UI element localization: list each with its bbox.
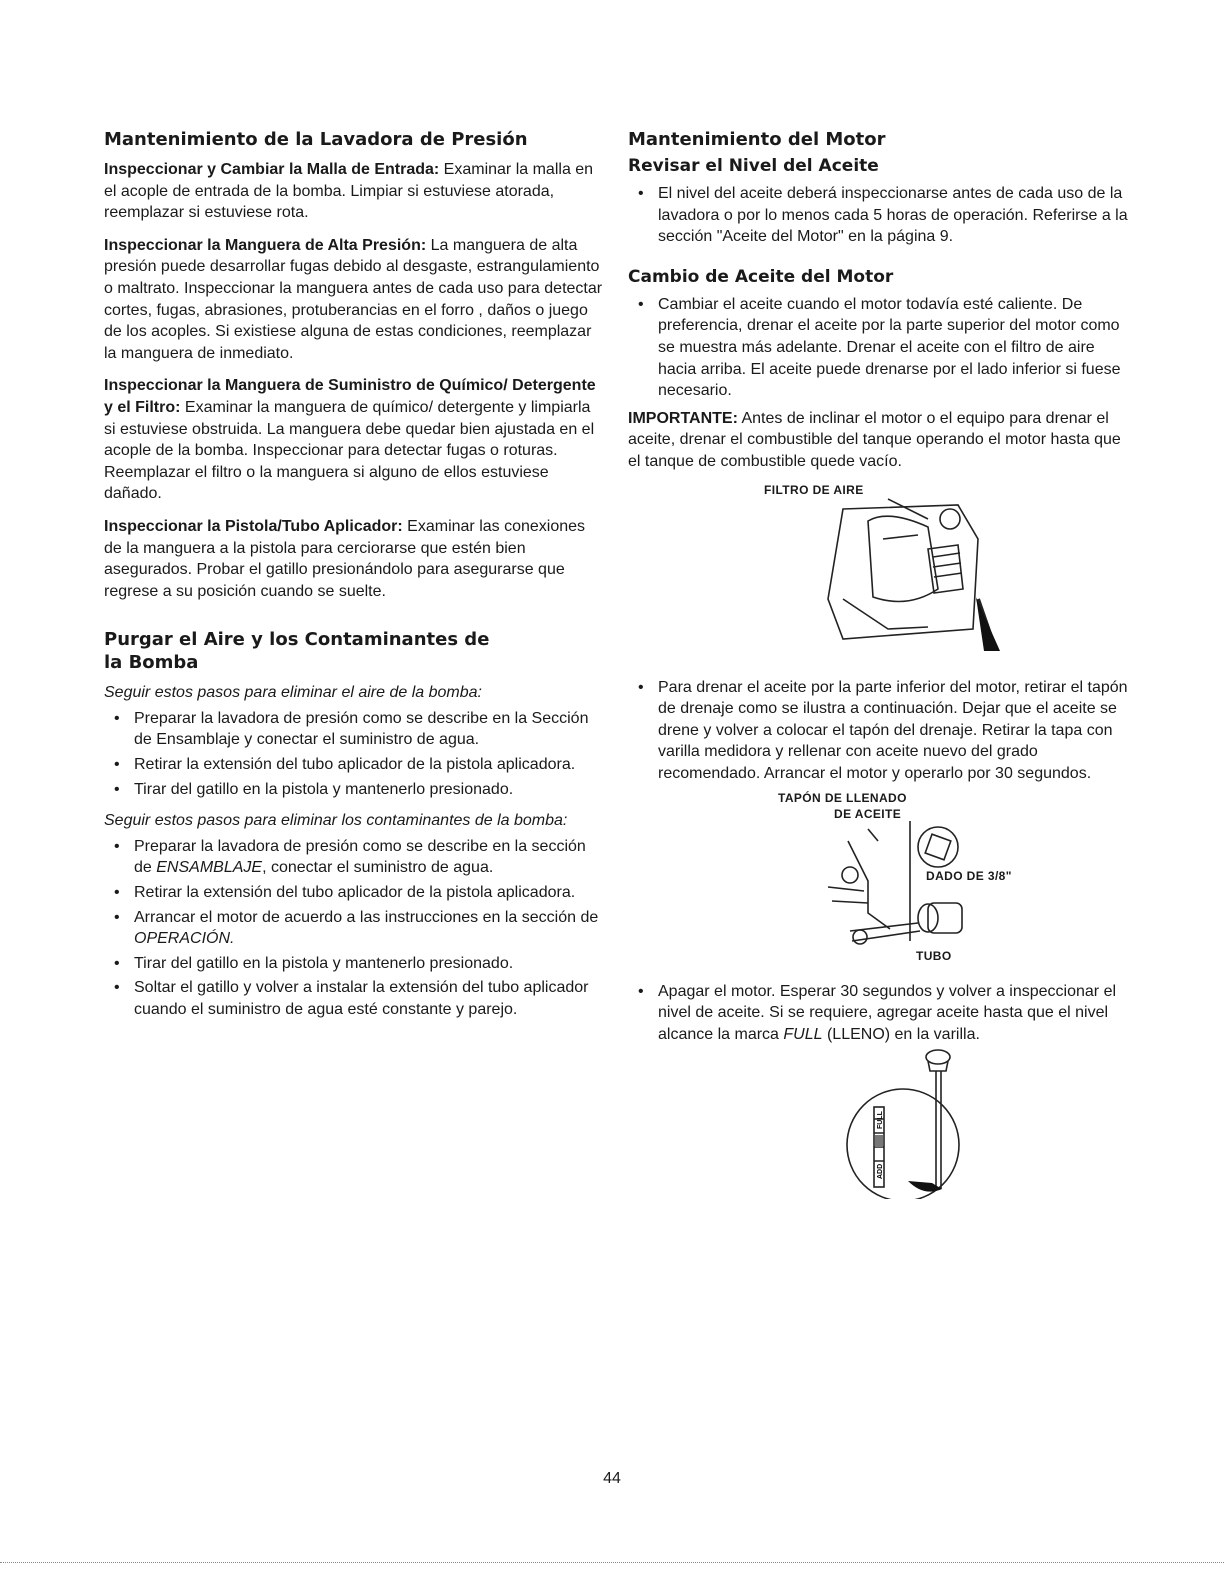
list-item-text: Retirar la extensión del tubo aplicador de la pistola aplicadora. [134,884,576,902]
air-steps-intro: Seguir estos pasos para eliminar el aire de la bomba: [104,684,482,702]
stop-engine-list [628,981,1128,1046]
drain-oil-list [628,677,1128,785]
list-item-text: Tirar del gatillo en la pistola y mantenerlo presionado. [134,954,514,972]
paragraph-lead: Inspeccionar y Cambiar la Malla de Entrada: [104,161,440,178]
check-oil-list [628,183,1128,248]
list-item-text: (LLENO) en la varilla. [822,1025,980,1043]
section-heading-engine: Mantenimiento del Motor [628,129,886,150]
list-item: • El nivel del aceite deberá inspeccionarse antes de cada uso de la lavadora o por lo menos cada 5 horas de operación. Referirse a la sección "Aceite del Motor" en la página 9. [638,185,1128,246]
list-item-emphasis: FULL [783,1025,823,1043]
list-item-emphasis: ENSAMBLAJE [156,859,263,877]
tube-label: TUBO [916,948,952,963]
important-lead: IMPORTANTE: [628,409,738,427]
paragraph-high-pressure-hose [104,235,606,365]
drain-plug-figure [628,791,1128,973]
list-item-text: Para drenar el aceite por la parte inferior del motor, retirar el tapón de drenaje como se ilustra a continuación. Dejar que el aceite se drene y volver a colocar el tapón del drenaje. Retirar la tapa con varilla medidora y rellenar con aceite nuevo del grado recomendado. Arrancar el motor y operarlo por 30 segundos. [658,678,1128,782]
list-item: • Preparar la lavadora de presión como se describe en la sección de ENSAMBLAJE, conectar el suministro de agua. [114,837,586,877]
list-item-text: Cambiar el aceite cuando el motor todavía esté caliente. De preferencia, drenar el aceite por la parte superior del motor como se muestra más adelante. Drenar el aceite con el filtro de aire hacia arriba. El aceite puede drenarse por el lado inferior si fuese necesario. [658,295,1121,400]
list-item: • Para drenar el aceite por la parte inferior del motor, retirar el tapón de drenaje como se ilustra a continuación. Dejar que el aceite se drene y volver a colocar el tapón del drenaje. Retirar la tapa con varilla medidora y rellenar con aceite nuevo del grado recomendado. Arrancar el motor y operarlo por 30 segundos. [638,678,1128,782]
list-item: • Cambiar el aceite cuando el motor todavía esté caliente. De preferencia, drenar el aceite por la parte superior del motor como se muestra más adelante. Drenar el aceite con el filtro de aire hacia arriba. El aceite puede drenarse por el lado inferior si fuese necesario. [638,295,1121,400]
right-column [628,128,1128,1199]
section-heading-pressure-washer: Mantenimiento de la Lavadora de Presión [104,129,528,150]
list-item: • Tirar del gatillo en la pistola y mantenerlo presionado. [114,780,514,798]
fill-plug-label: TAPÓN DE LLENADO [778,790,907,805]
drain-plug-illustration [628,791,1128,973]
list-item-text: , conectar el suministro de agua. [262,859,494,877]
paragraph-text: La manguera de alta presión puede desarrollar fugas debido al desgaste, estrangulamiento o maltrato. Inspeccionar la manguera antes de cada uso para detectar cortes, fugas, abrasiones, protuberancias en el forro , daños o juego de los acoples. Si existiese alguna de estas condiciones, reemplazar la manguera de inmediato. [104,236,603,362]
list-item: • Retirar la extensión del tubo aplicador de la pistola aplicadora. [114,884,576,902]
list-item: • Soltar el gatillo y volver a instalar la extensión del tubo aplicador cuando el suministro de agua esté constante y parejo. [114,979,589,1018]
paragraph-chemical-hose [104,375,606,505]
paragraph-text: Examinar la malla en el acople de entrada de la bomba. Limpiar si estuviese atorada, reemplazar si estuviese rota. [104,161,594,222]
dipstick-figure [628,1049,1128,1199]
list-item-text: Preparar la lavadora de presión como se describe en la Sección de Ensamblaje y conectar el suministro de agua. [134,709,589,749]
list-item: • Tirar del gatillo en la pistola y mantenerlo presionado. [114,954,514,972]
section-heading-purge: Purgar el Aire y los Contaminantes de la Bomba [104,629,490,674]
list-item: • Preparar la lavadora de presión como se describe en la Sección de Ensamblaje y conectar el suministro de agua. [114,709,589,749]
list-item-text: Preparar la lavadora de presión como se describe en la sección de [134,837,586,877]
list-item-text: El nivel del aceite deberá inspeccionarse antes de cada uso de la lavadora o por lo menos cada 5 horas de operación. Referirse a la sección "Aceite del Motor" en la página 9. [658,185,1128,246]
list-item-text: Soltar el gatillo y volver a instalar la extensión del tubo aplicador cuando el suministro de agua esté constante y parejo. [134,979,589,1018]
engine-illustration [628,479,1128,651]
important-text: Antes de inclinar el motor o el equipo para drenar el aceite, drenar el combustible del tanque operando el motor hasta que el tanque de combustible quede vacío. [628,409,1121,470]
oil-change-list [628,294,1128,402]
left-column [104,128,606,1031]
air-filter-label: FILTRO DE AIRE [764,482,864,497]
air-steps-list [104,708,606,800]
paragraph-lead: Inspeccionar la Manguera de Alta Presión: [104,236,427,254]
subheading-oil-change: Cambio de Aceite del Motor [628,266,894,287]
paragraph-lead: Inspeccionar la Pistola/Tubo Aplicador: [104,517,403,535]
list-item-text: Tirar del gatillo en la pistola y mantenerlo presionado. [134,780,514,798]
contaminant-steps-intro: Seguir estos pasos para eliminar los contaminantes de la bomba: [104,812,568,830]
air-filter-figure [628,479,1128,651]
list-item: • Retirar la extensión del tubo aplicador de la pistola aplicadora. [114,756,576,774]
socket-label: DADO DE 3/8" [926,868,1012,883]
list-item-text: Arrancar el motor de acuerdo a las instrucciones en la sección de [134,908,599,926]
paragraph-text: Examinar las conexiones de la manguera a la pistola para cerciorarse que estén bien asegurados. Probar el gatillo presionándolo para asegurarse que regrese a su posición cuando se suelte. [104,517,586,600]
dipstick-add-mark: ADD [877,1164,884,1180]
paragraph-spray-gun [104,516,606,602]
contaminant-steps-list [104,836,606,1021]
dipstick-illustration [628,1049,1128,1199]
fill-plug-label-line2: DE ACEITE [834,806,902,821]
paragraph-inlet-screen [104,159,606,224]
paragraph-text: Examinar la manguera de químico/ detergente y limpiarla si estuviese obstruida. La manguera debe quedar bien ajustada en el acople de la bomba. Inspeccionar para detectar fugas o roturas. Reemplazar el filtro o la manguera si alguno de ellos estuviese dañado. [104,398,595,503]
list-item: • Arrancar el motor de acuerdo a las instrucciones en la sección de OPERACIÓN. [114,908,599,948]
subheading-check-oil: Revisar el Nivel del Aceite [628,156,879,176]
bottom-divider [0,1562,1224,1563]
list-item-text: Retirar la extensión del tubo aplicador de la pistola aplicadora. [134,756,576,774]
list-item: • Apagar el motor. Esperar 30 segundos y volver a inspeccionar el nivel de aceite. Si se requiere, agregar aceite hasta que el nivel alcance la marca FULL (LLENO) en la varilla. [638,982,1117,1043]
dipstick-full-mark: FULL [877,1111,884,1130]
list-item-emphasis: OPERACIÓN. [134,930,235,948]
page-number: 44 [603,1470,621,1487]
important-note [628,408,1128,473]
paragraph-lead: Inspeccionar la Manguera de Suministro de Químico/ Detergente y el Filtro: [104,377,596,416]
list-item-text: Apagar el motor. Esperar 30 segundos y volver a inspeccionar el nivel de aceite. Si se requiere, agregar aceite hasta que el nivel alcance la marca [658,982,1117,1043]
